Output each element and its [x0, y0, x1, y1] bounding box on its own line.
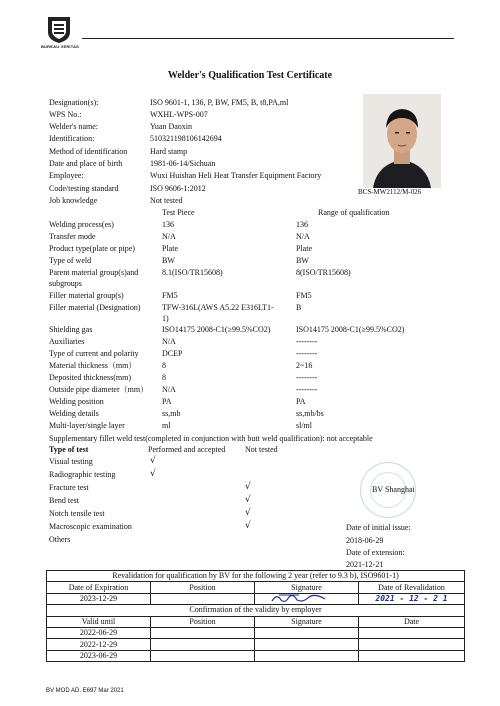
header-expiration: Date of Expiration — [47, 582, 151, 593]
row-range-value: -------- — [296, 349, 318, 358]
row-range-value: 8(ISO/TR15608) — [296, 268, 351, 277]
test-name: Visual testing — [49, 457, 93, 466]
row-test-value: ss,mb — [162, 409, 181, 418]
test-name: Macroscopic examination — [49, 522, 132, 531]
test-name: Fracture test — [49, 483, 89, 492]
row-test-value: N/A — [162, 385, 176, 394]
info-value: 1981-06-14/Sichuan — [150, 159, 216, 168]
row-label: Material thickness（mm） — [49, 361, 137, 370]
page-title: Welder's Qualification Test Certificate — [167, 70, 333, 81]
row-test-value: 136 — [162, 220, 174, 229]
footer-code: BV MOD AD. E697 Mar 2021 — [46, 688, 124, 694]
row-test-value: DCEP — [162, 349, 183, 358]
row-range-value: sl/ml — [296, 421, 313, 430]
extension-label: Date of extension: — [346, 548, 405, 557]
confirm-date — [359, 639, 465, 650]
info-label: Code/testing standard — [49, 184, 119, 193]
row-range-value: BW — [296, 256, 309, 265]
row-label: Product type(plate or pipe) — [49, 244, 135, 253]
info-value: Wuxi Huishan Heli Heat Transfer Equipment Factory — [150, 171, 322, 180]
info-value: Hard stamp — [150, 147, 188, 156]
row-range-value: ss,mb/bs — [296, 409, 324, 418]
table-row — [47, 639, 465, 650]
test-name: Notch tensile test — [49, 509, 105, 518]
table-row — [47, 650, 465, 661]
info-label: Employee: — [49, 171, 84, 180]
row-range-value: PA — [296, 397, 306, 406]
confirm-position — [151, 639, 255, 650]
row-range-value: Plate — [296, 244, 312, 253]
check-icon: √ — [245, 482, 251, 492]
info-label: Method of identification — [49, 147, 128, 156]
initial-issue-date: 2018-06-29 — [346, 536, 384, 545]
signature-cell — [255, 593, 359, 604]
header-confirm-signature: Signature — [255, 616, 359, 627]
valid-until: 2023-06-29 — [47, 650, 151, 661]
info-label: Identification: — [49, 134, 95, 143]
logo-text: BUREAU VERITAS — [40, 44, 80, 49]
header-confirm-date: Date — [359, 616, 465, 627]
confirm-signature — [255, 650, 359, 661]
test-name: Bend test — [49, 496, 79, 505]
info-value: ISO 9606-1:2012 — [150, 184, 206, 193]
row-label: Parent material group(s)and — [49, 268, 139, 277]
info-label: Date and place of birth — [49, 159, 123, 168]
row-test-value: 8 — [162, 361, 166, 370]
confirm-position — [151, 650, 255, 661]
row-range-value: -------- — [296, 385, 318, 394]
handwritten-signature — [269, 593, 329, 604]
initial-issue-label: Date of initial issue: — [346, 523, 411, 532]
row-test-value: PA — [162, 397, 172, 406]
col-header-range: Range of qualification — [318, 208, 390, 217]
row-test-value: N/A — [162, 232, 176, 241]
test-name: Others — [49, 535, 71, 544]
row-test-value: FM5 — [162, 291, 178, 300]
row-range-value: B — [296, 303, 302, 312]
row-label: Type of current and polarity — [49, 349, 139, 358]
confirm-signature — [255, 639, 359, 650]
info-label: Job knowledge — [49, 196, 98, 205]
col-header-test-piece: Test Piece — [162, 208, 195, 217]
info-label: WPS No.: — [49, 110, 82, 119]
info-label: Designation(s): — [49, 98, 99, 107]
welder-photo — [363, 94, 441, 188]
check-icon: √ — [245, 521, 251, 531]
row-label: Shielding gas — [49, 325, 93, 334]
row-label: Type of weld — [49, 256, 92, 265]
extension-date: 2021-12-21 — [346, 560, 384, 569]
info-value: WXHL-WPS-007 — [150, 110, 208, 119]
row-test-value: TFW-316L(AWS A5.22 E316LT1- — [162, 303, 274, 312]
row-label: Welding position — [49, 397, 104, 406]
header-position: Position — [151, 582, 255, 593]
row-range-value: FM5 — [296, 291, 312, 300]
row-test-value: 8.1(ISO/TR15608) — [162, 268, 223, 277]
stamp-text: BV Shanghai — [372, 485, 415, 494]
table-row — [47, 627, 465, 638]
header-confirm-position: Position — [151, 616, 255, 627]
row-range-value: N/A — [296, 232, 310, 241]
row-label: subgroups — [49, 279, 82, 288]
row-label: Multi-layer/single layer — [49, 421, 125, 430]
tests-header-type: Type of test — [49, 445, 89, 454]
check-icon: √ — [150, 469, 156, 479]
info-value: 510321198106142694 — [150, 134, 222, 143]
row-test-value: Plate — [162, 244, 178, 253]
header-signature: Signature — [255, 582, 359, 593]
revalidation-date: 2021 - 12 - 2 1 — [359, 593, 465, 604]
info-value: ISO 9601-1, 136, P, BW, FM5, B, t8,PA,ml — [150, 98, 289, 107]
confirm-signature — [255, 627, 359, 638]
expiration-date: 2023-12-29 — [47, 593, 151, 604]
revalidation-table — [46, 570, 465, 662]
check-icon: √ — [150, 456, 156, 466]
row-range-value: 136 — [296, 220, 308, 229]
row-test-value: BW — [162, 256, 175, 265]
confirm-position — [151, 627, 255, 638]
revalidation-title: Revalidation for qualification by BV for the following 2 year (refer to 9.3 b), ISO9601-1) — [47, 571, 465, 582]
row-range-value: ISO14175 2008-C1(≥99.5%CO2) — [296, 325, 405, 334]
row-range-value: -------- — [296, 337, 318, 346]
info-label: Welder's name: — [49, 122, 98, 131]
row-range-value: -------- — [296, 373, 318, 382]
header-rule — [82, 38, 454, 39]
valid-until: 2022-06-29 — [47, 627, 151, 638]
info-value: Not tested — [150, 196, 183, 205]
confirm-date — [359, 650, 465, 661]
row-label: Deposited thickness(mm) — [49, 373, 131, 382]
row-test-value: ISO14175 2008-C1(≥99.5%CO2) — [162, 325, 271, 334]
check-icon: √ — [245, 508, 251, 518]
row-label: Outside pipe diameter（mm） — [49, 385, 149, 394]
row-label: Welding process(es) — [49, 220, 114, 229]
check-icon: √ — [245, 495, 251, 505]
photo-caption: BCS-MW2112/M-026 — [358, 188, 422, 196]
row-label: Filler material group(s) — [49, 291, 124, 300]
valid-until: 2022-12-29 — [47, 639, 151, 650]
row-test-value: N/A — [162, 337, 176, 346]
header-revalidation-date: Date of Revalidation — [359, 582, 465, 593]
row-label: Filler material (Designation) — [49, 303, 141, 312]
test-name: Radiographic testing — [49, 470, 116, 479]
confirm-date — [359, 627, 465, 638]
confirmation-title: Confirmation of the validity by employer — [47, 605, 465, 616]
row-test-value: 8 — [162, 373, 166, 382]
row-label: Transfer mode — [49, 232, 96, 241]
position-cell — [151, 593, 255, 604]
row-test-value: 1) — [162, 314, 169, 323]
fillet-note: Supplementary fillet weld test(completed in conjunction with butt weld qualification): not acceptable — [49, 434, 373, 443]
tests-header-not-tested: Not tested — [245, 445, 278, 454]
row-label: Welding details — [49, 409, 99, 418]
info-value: Yuan Daoxin — [150, 122, 192, 131]
header-valid-until: Valid until — [47, 616, 151, 627]
row-test-value: ml — [162, 421, 171, 430]
row-range-value: 2~16 — [296, 361, 313, 370]
tests-header-performed: Performed and accepted — [148, 445, 226, 454]
row-label: Auxiliaries — [49, 337, 85, 346]
